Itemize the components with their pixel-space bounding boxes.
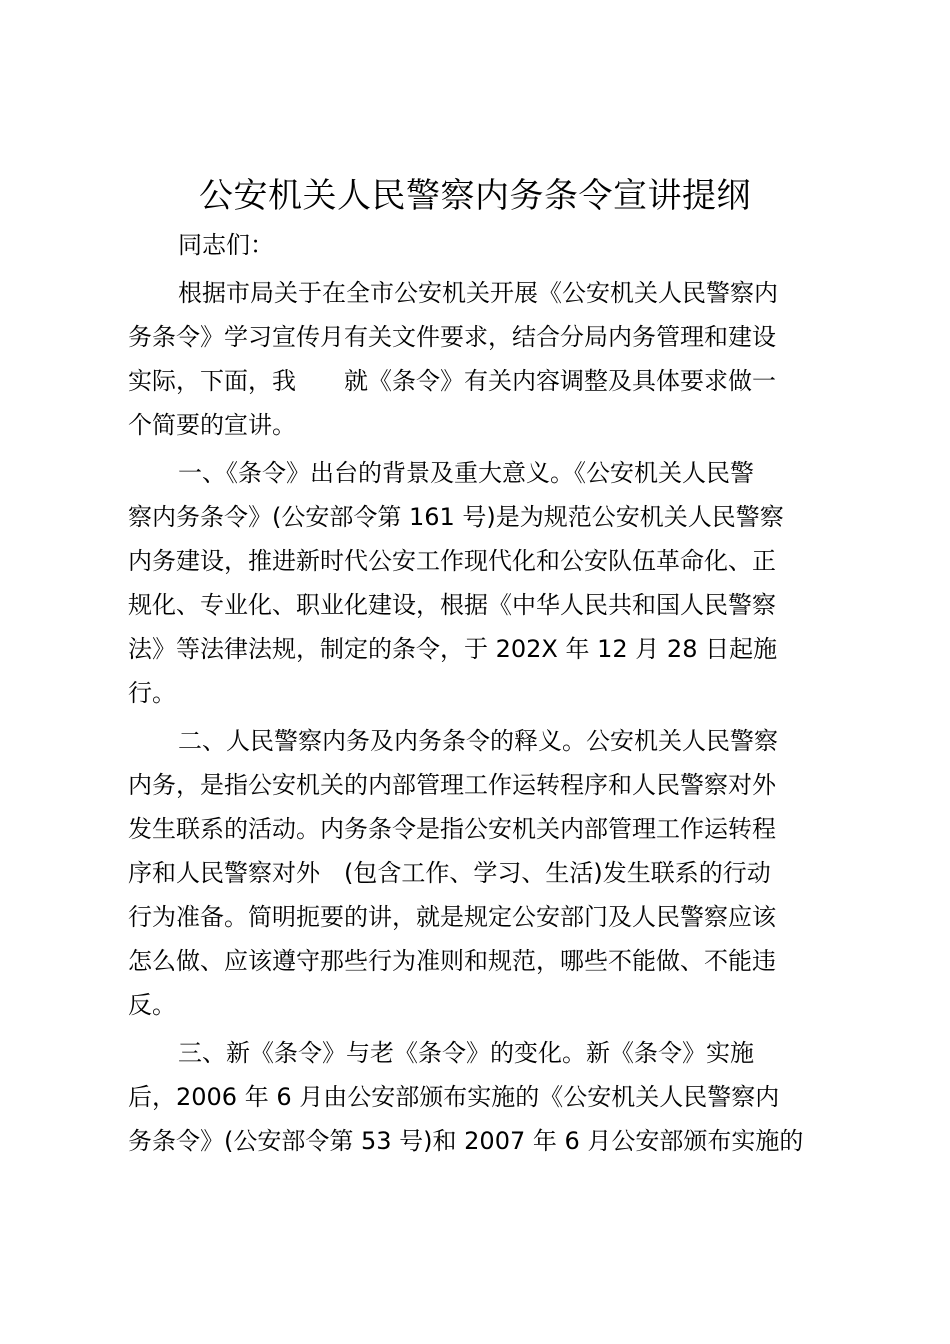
paragraph-line: 后，2006 年 6 月由公安部颁布实施的《公安机关人民警察内 [128,1083,780,1111]
paragraph-line: 根据市局关于在全市公安机关开展《公安机关人民警察内 [178,279,778,307]
paragraph-line: 务条令》(公安部令第 53 号)和 2007 年 6 月公安部颁布实施的 [128,1127,804,1155]
paragraph-line: 规化、专业化、职业化建设，根据《中华人民共和国人民警察 [128,591,776,619]
paragraph-line: 务条令》学习宣传月有关文件要求，结合分局内务管理和建设 [128,323,776,351]
paragraph-line: 察内务条令》(公安部令第 161 号)是为规范公安机关人民警察 [128,503,784,531]
document-title: 公安机关人民警察内务条令宣讲提纲 [199,176,751,216]
paragraph-line: 行。 [128,679,176,707]
paragraph-line: 法》等法律法规，制定的条令，于 202X 年 12 月 28 日起施 [128,635,778,663]
paragraph-line: 二、人民警察内务及内务条令的释义。公安机关人民警察 [178,727,778,755]
paragraph-line: 行为准备。简明扼要的讲，就是规定公安部门及人民警察应该 [128,903,776,931]
paragraph-line: 实际，下面，我 就《条令》有关内容调整及具体要求做一 [128,367,776,395]
paragraph-line: 反。 [128,991,176,1019]
paragraph-line: 怎么做、应该遵守那些行为准则和规范，哪些不能做、不能违 [128,947,776,975]
paragraph-line: 三、新《条令》与老《条令》的变化。新《条令》实施 [178,1039,754,1067]
salutation: 同志们： [178,231,274,259]
paragraph-line: 内务，是指公安机关的内部管理工作运转程序和人民警察对外 [128,771,776,799]
paragraph-line: 序和人民警察对外 (包含工作、学习、生活)发生联系的行动 [128,859,771,887]
paragraph-line: 内务建设，推进新时代公安工作现代化和公安队伍革命化、正 [128,547,776,575]
paragraph-line: 个简要的宣讲。 [128,411,296,439]
paragraph-line: 一、《条令》出台的背景及重大意义。《公安机关人民警 [178,459,754,487]
paragraph-line: 发生联系的活动。内务条令是指公安机关内部管理工作运转程 [128,815,776,843]
